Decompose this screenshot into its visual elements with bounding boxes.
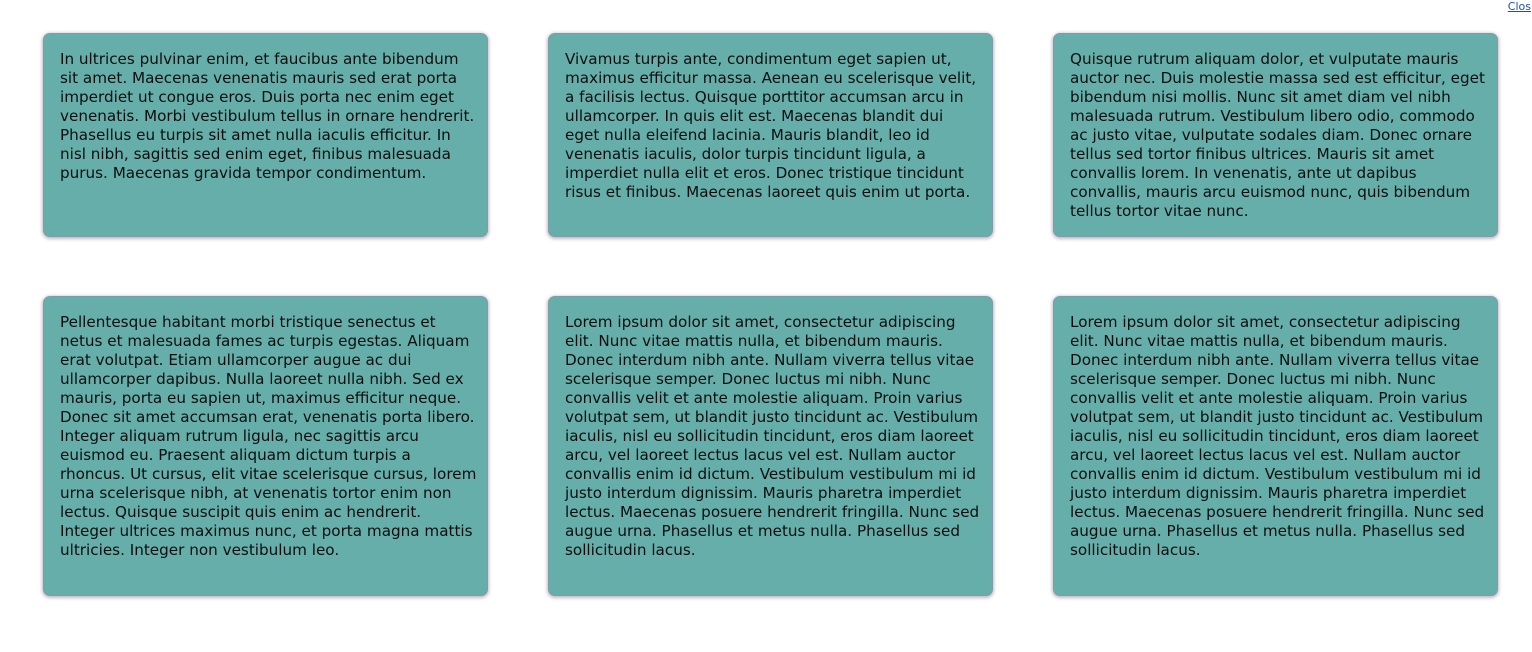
card-2: [548, 33, 993, 237]
card-3: [1053, 33, 1498, 237]
card-grid: [43, 33, 1498, 596]
card-6: [1053, 296, 1498, 596]
card-4: [43, 296, 488, 596]
card-6-text: Lorem ipsum dolor sit amet, consectetur adipiscing elit. Nunc vitae mattis nulla, et bibendum mauris. Donec interdum nibh ante. Nullam viverra tellus vitae scelerisque semper. Donec luctus mi nibh. Nunc convallis velit et ante molestie aliquam. Proin varius volutpat sem, ut blandit justo tincidunt ac. Vestibulum iaculis, nisl eu sollicitudin tincidunt, eros diam laoreet arcu, vel laoreet lectus lacus vel est. Nullam auctor convallis enim id dictum. Vestibulum vestibulum mi id justo interdum dignissim. Mauris pharetra imperdiet lectus. Maecenas posuere hendrerit fringilla. Nunc sed augue urna. Phasellus et metus nulla. Phasellus sed sollicitudin lacus.: [1070, 313, 1485, 559]
card-1: [43, 33, 488, 237]
card-5-text: Lorem ipsum dolor sit amet, consectetur adipiscing elit. Nunc vitae mattis nulla, et bibendum mauris. Donec interdum nibh ante. Nullam viverra tellus vitae scelerisque semper. Donec luctus mi nibh. Nunc convallis velit et ante molestie aliquam. Proin varius volutpat sem, ut blandit justo tincidunt ac. Vestibulum iaculis, nisl eu sollicitudin tincidunt, eros diam laoreet arcu, vel laoreet lectus lacus vel est. Nullam auctor convallis enim id dictum. Vestibulum vestibulum mi id justo interdum dignissim. Mauris pharetra imperdiet lectus. Maecenas posuere hendrerit fringilla. Nunc sed augue urna. Phasellus et metus nulla. Phasellus sed sollicitudin lacus.: [565, 313, 980, 559]
card-5: [548, 296, 993, 596]
card-4-text: Pellentesque habitant morbi tristique senectus et netus et malesuada fames ac turpis egestas. Aliquam erat volutpat. Etiam ullamcorper augue ac dui ullamcorper dapibus. Nulla laoreet nulla nibh. Sed ex mauris, porta eu sapien ut, maximus efficitur neque. Donec sit amet accumsan erat, venenatis porta libero. Integer aliquam rutrum ligula, nec sagittis arcu euismod eu. Praesent aliquam dictum turpis a rhoncus. Ut cursus, elit vitae scelerisque cursus, lorem urna scelerisque nibh, at venenatis tortor enim non lectus. Quisque suscipit quis enim ac hendrerit. Integer ultrices maximus nunc, et porta magna mattis ultricies. Integer non vestibulum leo.: [60, 313, 477, 559]
card-3-text: Quisque rutrum aliquam dolor, et vulputate mauris auctor nec. Duis molestie massa sed est efficitur, eget bibendum nisi mollis. Nunc sit amet diam vel nibh malesuada rutrum. Vestibulum libero odio, commodo ac justo vitae, vulputate sodales diam. Donec ornare tellus sed tortor finibus ultrices. Mauris sit amet convallis lorem. In venenatis, ante ut dapibus convallis, mauris arcu euismod nunc, quis bibendum tellus tortor vitae nunc.: [1070, 50, 1485, 220]
close-link[interactable]: Clos: [1507, 0, 1531, 13]
card-1-text: In ultrices pulvinar enim, et faucibus ante bibendum sit amet. Maecenas venenatis mauris sed erat porta imperdiet ut congue eros. Duis porta nec enim eget venenatis. Morbi vestibulum tellus in ornare hendrerit. Phasellus eu turpis sit amet nulla iaculis efficitur. In nisl nibh, sagittis sed enim eget, finibus malesuada purus. Maecenas gravida tempor condimentum.: [60, 50, 475, 182]
card-2-text: Vivamus turpis ante, condimentum eget sapien ut, maximus efficitur massa. Aenean eu scelerisque velit, a facilisis lectus. Quisque porttitor accumsan arcu in ullamcorper. In quis elit est. Maecenas blandit dui eget nulla eleifend lacinia. Mauris blandit, leo id venenatis iaculis, dolor turpis tincidunt ligula, a imperdiet nulla elit et eros. Donec tristique tincidunt risus et finibus. Maecenas laoreet quis enim ut porta.: [565, 50, 977, 201]
